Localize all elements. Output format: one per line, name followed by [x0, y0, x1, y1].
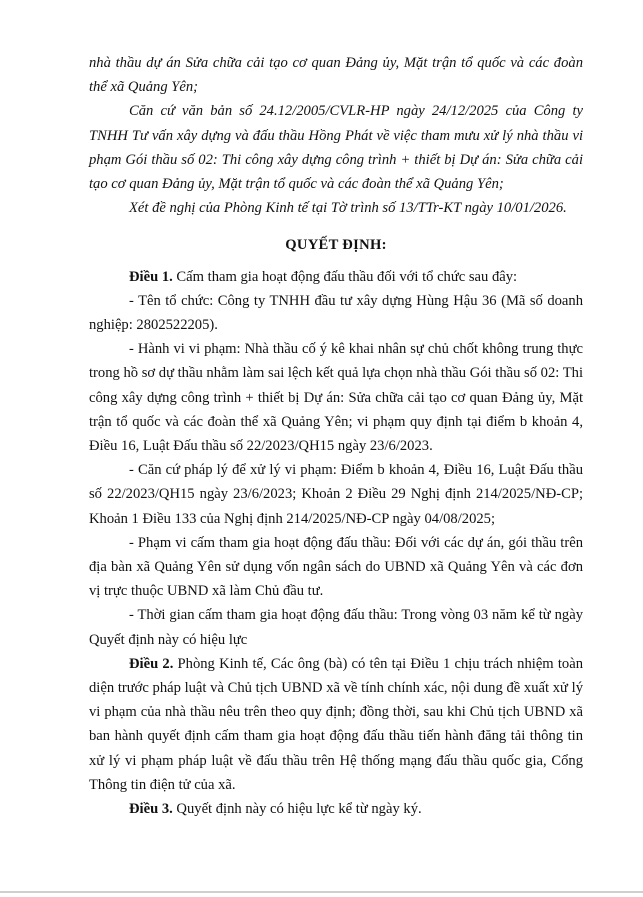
article-1 [89, 265, 583, 289]
page-bottom-edge [0, 891, 643, 893]
preamble-proposal: Xét đề nghị của Phòng Kinh tế tại Tờ trình số 13/TTr-KT ngày 10/01/2026. [129, 200, 567, 217]
article-2-label: Điều 2. [129, 655, 174, 672]
article-1-label: Điều 1. [129, 268, 173, 285]
article-2-text: Phòng Kinh tế, Các ông (bà) có tên tại Điều 1 chịu trách nhiệm toàn diện trước pháp luật và Chủ tịch UBND xã về tính chính xác, nội dung đề xuất xử lý vi phạm của nhà thầu nêu trên theo quy định; đồng thời, sau khi Chủ tịch UBND xã ban hành quyết định cấm tham gia hoạt động đấu thầu tiến hành đăng tải thông tin xử lý vi phạm pháp luật về đấu thầu trên Hệ thống mạng đấu thầu quốc gia, Cổng Thông tin điện tử của xã. [89, 655, 583, 793]
article-3-label: Điều 3. [129, 801, 173, 818]
article-1-item-scope: - Phạm vi cấm tham gia hoạt động đấu thầu: Đối với các dự án, gói thầu trên địa bàn xã Quảng Yên sử dụng vốn ngân sách do UBND xã Quảng Yên và các đơn vị trực thuộc UBND xã làm Chủ đầu tư. [89, 534, 583, 600]
article-3-text: Quyết định này có hiệu lực kể từ ngày ký. [172, 801, 422, 818]
article-1-item-duration: - Thời gian cấm tham gia hoạt động đấu thầu: Trong vòng 03 năm kể từ ngày Quyết định này có hiệu lực [89, 607, 583, 648]
article-1-text: Cấm tham gia hoạt động đấu thầu đối với tổ chức sau đây: [172, 268, 518, 285]
preamble-basis-letter: Căn cứ văn bản số 24.12/2005/CVLR-HP ngày 24/12/2025 của Công ty TNHH Tư vấn xây dựng và đấu thầu Hồng Phát về việc tham mưu xử lý nhà thầu vi phạm Gói thầu số 02: Thi công xây dựng công trình + thiết bị Dự án: Sửa chữa cải tạo cơ quan Đảng ủy, Mặt trận tổ quốc và các đoàn thể xã Quảng Yên; [89, 103, 583, 193]
article-1-item-legal-basis: - Căn cứ pháp lý để xử lý vi phạm: Điểm b khoản 4, Điều 16, Luật Đấu thầu số 22/2023/QH15 ngày 23/6/2023; Khoản 2 Điều 29 Nghị định 214/2025/NĐ-CP; Khoản 1 Điều 133 của Nghị định 214/2025/NĐ-CP ngày 04/08/2025; [89, 462, 583, 527]
document-body [89, 51, 583, 821]
article-1-item-violation: - Hành vi vi phạm: Nhà thầu cố ý kê khai nhân sự chủ chốt không trung thực trong hồ sơ dự thầu nhằm làm sai lệch kết quả lựa chọn nhà thầu Gói thầu số 02: Thi công xây dựng công trình + thiết bị Dự án: Sửa chữa cải tạo cơ quan Đảng ủy, Mặt trận tổ quốc và các đoàn thể xã Quảng Yên; vi phạm quy định tại điểm b khoản 4, Điều 16, Luật Đấu thầu số 22/2023/QH15 ngày 23/6/2023. [89, 341, 583, 455]
article-2 [89, 652, 583, 797]
article-3 [89, 797, 583, 821]
decision-heading: QUYẾT ĐỊNH: [285, 237, 387, 254]
preamble-continuation: nhà thầu dự án Sửa chữa cải tạo cơ quan Đảng ủy, Mặt trận tổ quốc và các đoàn thể xã Quảng Yên; [89, 55, 583, 96]
article-1-item-organization: - Tên tổ chức: Công ty TNHH đầu tư xây dựng Hùng Hậu 36 (Mã số doanh nghiệp: 2802522205). [89, 292, 583, 334]
